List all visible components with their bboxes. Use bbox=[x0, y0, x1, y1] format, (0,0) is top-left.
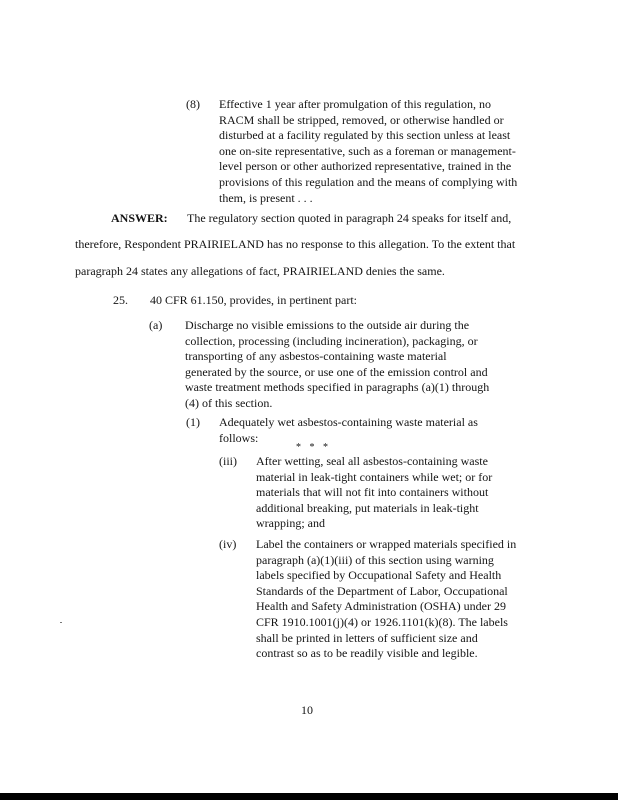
item-iii-marker: (iii) bbox=[219, 454, 237, 468]
scan-speck bbox=[60, 622, 62, 623]
item-a-marker: (a) bbox=[149, 318, 163, 332]
item-iv-marker: (iv) bbox=[219, 537, 237, 551]
quote-8-text: Effective 1 year after promulgation of this regulation, no RACM shall be stripped, removed, or otherwise handled or disturbed at a facility regulated by this section unless at least one on-site representative, such as a foreman or management-level person or other authorized representative, trained in the provisions of this regulation and the means of complying with them, is present . . . bbox=[219, 97, 518, 205]
item-1-text: Adequately wet asbestos-containing waste material as follows: bbox=[219, 415, 478, 445]
paragraph-25-number: 25. bbox=[113, 293, 128, 307]
page-number: 10 bbox=[301, 703, 313, 717]
item-a-text: Discharge no visible emissions to the outside air during the collection, processing (including incineration), packaging, or transporting of any asbestos-containing waste material generated by the source, or use one of the emission control and waste treatment methods specified in paragraphs (a)(1) through (4) of this section. bbox=[185, 318, 490, 410]
answer-line-2: therefore, Respondent PRAIRIELAND has no response to this allegation. To the extent that bbox=[75, 237, 516, 251]
answer-line-3: paragraph 24 states any allegations of fact, PRAIRIELAND denies the same. bbox=[75, 264, 445, 278]
scan-border-bottom bbox=[0, 793, 618, 800]
paragraph-25-text: 40 CFR 61.150, provides, in pertinent part: bbox=[150, 293, 357, 307]
answer-label: ANSWER: bbox=[111, 211, 168, 225]
item-1-marker: (1) bbox=[186, 415, 200, 429]
answer-line-1: The regulatory section quoted in paragraph 24 speaks for itself and, bbox=[187, 211, 512, 225]
quote-8-marker: (8) bbox=[186, 97, 200, 111]
item-iii-text: After wetting, seal all asbestos-containing waste material in leak-tight containers while wet; or for materials that will not fit into containers without additional breaking, put materials in leak-tight wrapping; and bbox=[256, 454, 493, 531]
item-iv-text: Label the containers or wrapped materials specified in paragraph (a)(1)(iii) of this section using warning labels specified by Occupational Safety and Health Standards of the Department of Labor, Occupational Health and Safety Administration (OSHA) under 29 CFR 1910.1001(j)(4) or 1926.1101(k)(8). The labels shall be printed in letters of sufficient size and contrast so as to be readily visible and legible. bbox=[256, 537, 517, 661]
omission-stars: * * * bbox=[296, 442, 331, 453]
